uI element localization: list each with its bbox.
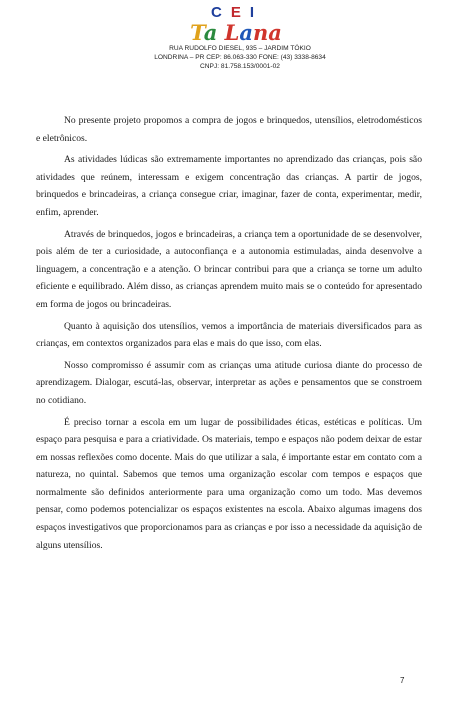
logo-part-5: na	[253, 20, 282, 45]
paragraph-6: É preciso tornar a escola em um lugar de possibilidades éticas, estéticas e políticas. Um espaço para pesquisa e para a criatividade. Os materiais, tempo e espaços não podem deixar de estar em nossas reflexões como docente. Mais do que utilizar a sala, é importante estar em contato com a natureza, no quintal. Sabemos que temos uma organização escolar com tempos e espaços que normalmente são definidos anteriormente para uma organização como um todo. Mas devemos pensar, como podemos potencializar os espaços existentes na escola. Abaixo algumas imagens dos espaços investigativos que proporcionamos para as crianças e por isso a necessidade da aquisição de alguns utensílios.	[36, 416, 422, 551]
logo-part-4: a	[239, 20, 254, 45]
paragraph-2: As atividades lúdicas são extremamente importantes no aprendizado das crianças, pois são atividades que reúnem, interessam e exigem concentração das crianças. A partir de jogos, brinquedos e brincadeiras, a criança consegue criar, imaginar, fazer de conta, experimentar, medir, enfim, aprender.	[36, 154, 422, 218]
paragraph-3: Através de brinquedos, jogos e brincadeiras, a criança tem a oportunidade de se desenvolver, pois além de ter a curiosidade, a autoconfiança e a autonomia estimuladas, ainda desenvolve a linguagem, a concentração e a atenção. O brincar contribui para que a criança se torne um adulto eficiente e equilibrado. Além disso, as crianças aprendem muito mais se o conteúdo for apresentado em forma de jogos ou brincadeiras.	[36, 228, 422, 310]
logo-part-2: a	[203, 20, 218, 45]
paragraph-4: Quanto à aquisição dos utensílios, vemos a importância de materiais diversificados para as crianças, em contextos organizados para elas e mais do que isso, com elas.	[36, 320, 422, 350]
address-line-2: LONDRINA – PR CEP: 86.063-330 FONE: (43) 3338-8634	[154, 54, 326, 61]
letterhead	[0, 4, 458, 71]
paragraph-1: No presente projeto propomos a compra de jogos e brinquedos, utensílios, eletrodomésticos e eletrônicos.	[36, 115, 422, 144]
document-body	[36, 112, 422, 558]
school-logo	[14, 22, 458, 44]
logo-part-3: L	[217, 20, 240, 45]
paragraph-5: Nosso compromisso é assumir com as crianças uma atitude curiosa diante do processo de aprendizagem. Dialogar, escutá-las, observar, interpretar as ações e pensamentos que se constroem no cotidiano.	[36, 359, 422, 406]
page-number: 7	[400, 676, 405, 685]
cnpj-line: CNPJ: 81.758.153/0001-02	[200, 63, 280, 70]
address-line-1: RUA RUDOLFO DIESEL, 935 – JARDIM TÓKIO	[169, 45, 311, 52]
logo-part-1: T	[190, 20, 204, 45]
acronym-letter-i: I	[249, 4, 264, 21]
acronym-letter-e: E	[230, 4, 250, 21]
acronym-letter-c: C	[210, 4, 231, 21]
school-acronym	[16, 4, 458, 21]
